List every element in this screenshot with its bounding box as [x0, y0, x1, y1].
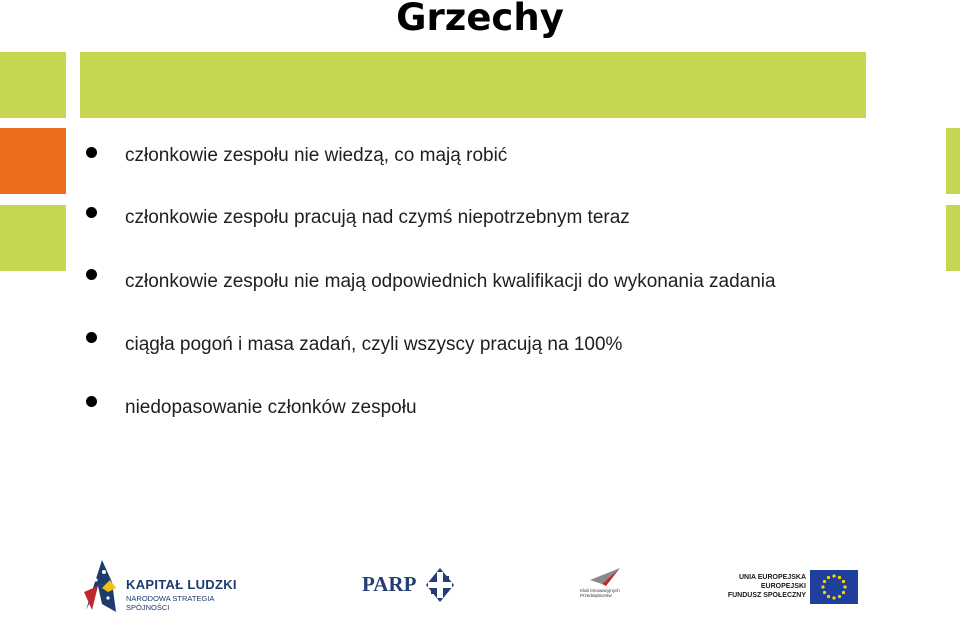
- eu-flag-icon: [810, 570, 858, 604]
- decor-bar-green: [80, 52, 866, 118]
- kip-logo: [578, 566, 628, 606]
- decor-block-green: [0, 52, 66, 118]
- kapital-ludzki-emblem-icon: [82, 558, 122, 614]
- bullet-dot: [86, 147, 97, 158]
- kapital-ludzki-logo: [82, 558, 252, 614]
- kapital-ludzki-name: KAPITAŁ LUDZKI: [126, 577, 237, 592]
- paper-plane-icon: [588, 566, 622, 588]
- decor-block-orange: [0, 128, 66, 194]
- decor-edge-green: [946, 205, 960, 271]
- parp-name: PARP: [362, 572, 417, 596]
- eu-label: [728, 573, 806, 600]
- parp-emblem-icon: [424, 566, 456, 604]
- slide-title: Grzechy: [396, 0, 564, 39]
- decor-block-green: [0, 205, 66, 271]
- decor-edge-green: [946, 128, 960, 194]
- bullet-dot: [86, 269, 97, 280]
- bullet-dot: [86, 332, 97, 343]
- eu-label-line1: UNIA EUROPEJSKA: [738, 574, 806, 581]
- eu-logo: [727, 568, 860, 606]
- bullet-item: członkowie zespołu nie mają odpowiednich kwalifikacji do wykonania zadania: [125, 271, 776, 292]
- bullet-dot: [86, 396, 97, 407]
- kip-name: Klub Innowacyjnych Przedsiębiorstw: [580, 588, 620, 598]
- bullet-item: ciągła pogoń i masa zadań, czyli wszyscy pracują na 100%: [125, 334, 623, 355]
- kapital-ludzki-subtitle: NARODOWA STRATEGIA SPÓJNOŚCI: [126, 594, 214, 612]
- eu-label-line3: FUNDUSZ SPOŁECZNY: [727, 592, 806, 599]
- eu-label-line2: EUROPEJSKI: [760, 583, 806, 590]
- bullet-item: niedopasowanie członków zespołu: [125, 397, 417, 418]
- bullet-dot: [86, 207, 97, 218]
- bullet-item: członkowie zespołu nie wiedzą, co mają robić: [125, 145, 508, 166]
- bullet-item: członkowie zespołu pracują nad czymś niepotrzebnym teraz: [125, 207, 630, 228]
- parp-logo: [362, 566, 462, 606]
